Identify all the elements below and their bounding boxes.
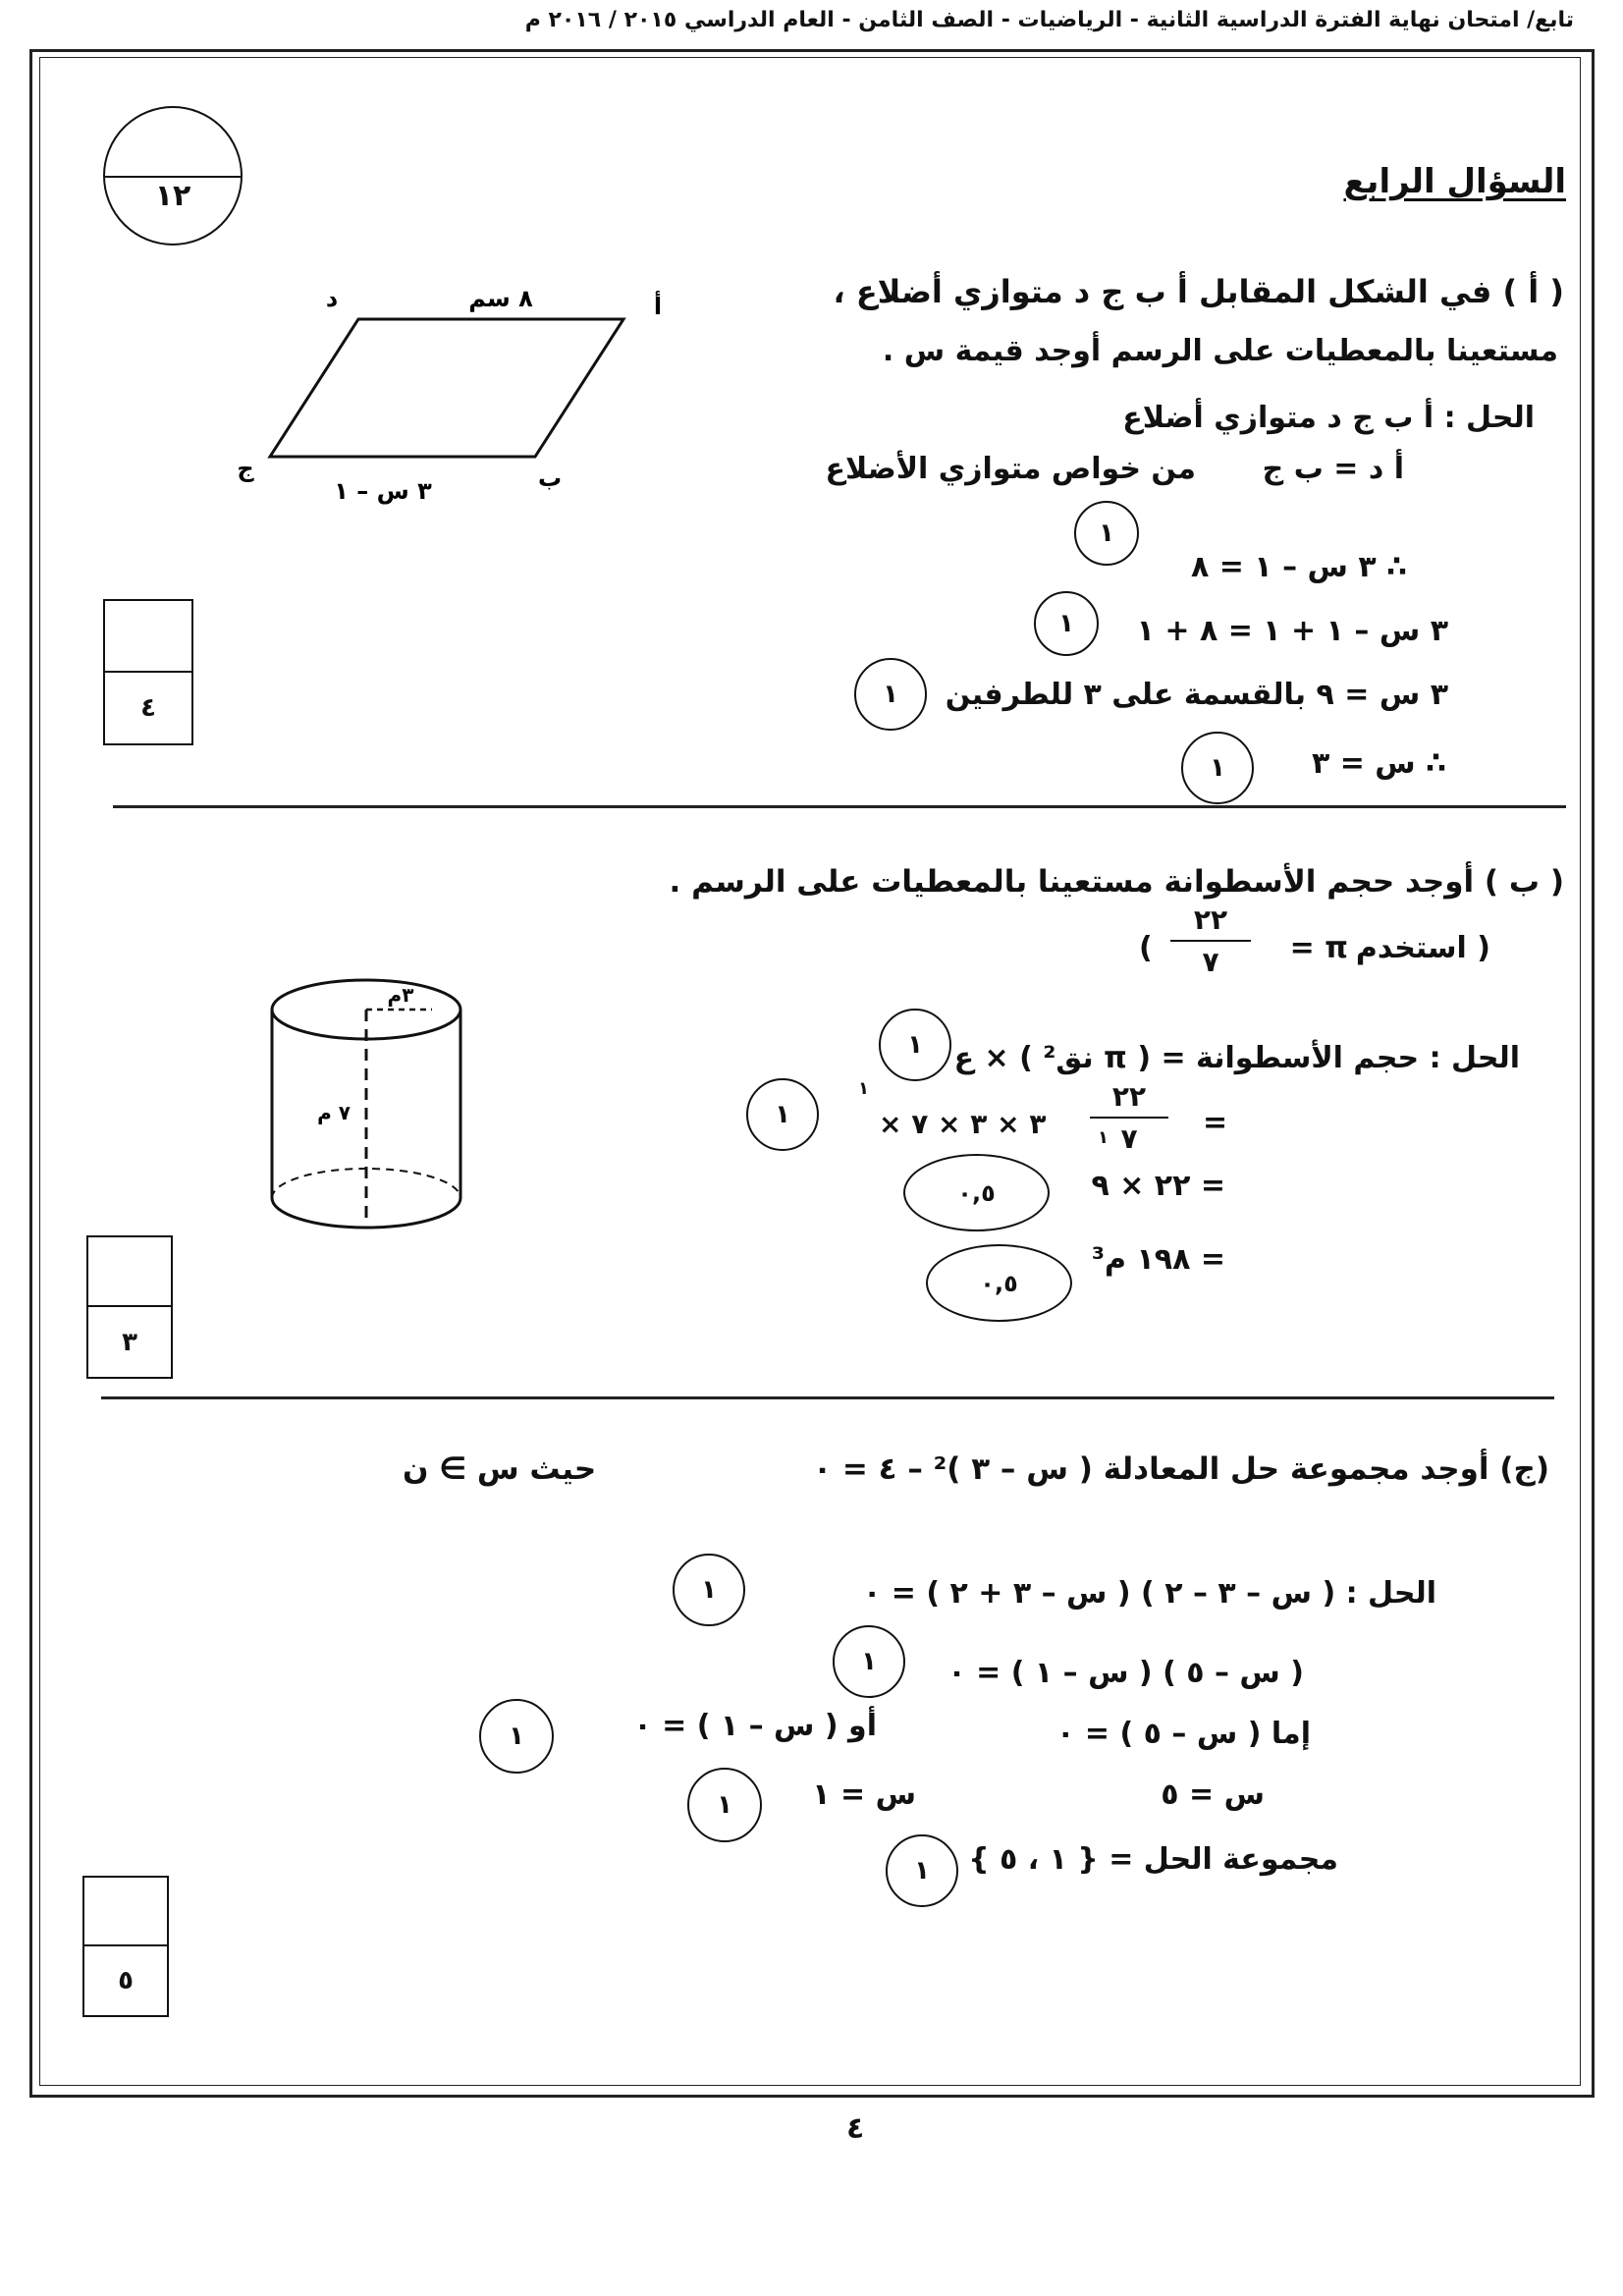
- part-c-mark-1: ١: [673, 1554, 745, 1626]
- part-b-cancel-bottom: ١: [1098, 1127, 1109, 1148]
- part-c-solution-line3a: إما ( س – ٥ ) = ٠: [1056, 1717, 1311, 1751]
- part-c-solution-line4b: س = ١: [812, 1777, 916, 1812]
- section-divider-2: [101, 1396, 1554, 1399]
- part-b-mark-2: ١: [746, 1078, 819, 1151]
- part-c-mark-5: ١: [886, 1834, 958, 1907]
- part-b-mark-4: ٠,٥: [926, 1244, 1072, 1322]
- part-a-question-line1: ( أ ) في الشكل المقابل أ ب ج د متوازي أضلاع ،: [833, 273, 1564, 310]
- part-b-hint-fraction: [1170, 903, 1251, 978]
- vertex-label-d: د: [325, 285, 339, 312]
- part-a-solution-line3: ∴ ٣ س – ١ = ٨: [1190, 550, 1407, 584]
- page-number: ٤: [846, 2111, 865, 2146]
- part-b-solution-line2-rest: × ٣ × ٣ × ٧: [879, 1108, 1047, 1140]
- part-b-score-value: ٣: [122, 1327, 137, 1357]
- part-b-hint-pi: π =: [1289, 931, 1348, 965]
- part-b-solution-line3: = ٢٢ × ٩: [1091, 1169, 1225, 1203]
- part-c-solution-line3b: أو ( س – ١ ) = ٠: [633, 1709, 877, 1743]
- top-side-label: ٨ سم: [468, 285, 533, 312]
- cylinder-radius-label: ٣م: [387, 983, 414, 1007]
- part-b-solution-line2-eq: =: [1203, 1106, 1228, 1140]
- part-b-hint-close: ): [1139, 931, 1153, 965]
- total-score-circle: [103, 106, 243, 246]
- cylinder-figure: [265, 972, 481, 1247]
- part-a-score-top: [105, 601, 191, 673]
- part-a-mark-3: ١: [854, 658, 927, 731]
- section-divider-1: [113, 805, 1566, 808]
- hint-fraction-numerator: ٢٢: [1193, 903, 1228, 936]
- part-a-score-value: ٤: [140, 692, 156, 723]
- vertex-label-b: ب: [537, 465, 563, 492]
- solution-fraction-denominator: ٧: [1120, 1122, 1138, 1155]
- part-c-question-condition: حيث س ∋ ن: [403, 1451, 597, 1487]
- part-c-score-value: ٥: [118, 1966, 134, 1995]
- part-b-solution-line4: = ١٩٨ م³: [1091, 1242, 1225, 1277]
- part-b-question-line1: ( ب ) أوجد حجم الأسطوانة مستعينا بالمعطيات على الرسم .: [669, 864, 1564, 900]
- part-c-score-box: [82, 1876, 169, 2017]
- bottom-side-label: ٣ س – ١: [334, 477, 432, 505]
- part-a-solution-line1: الحل : أ ب ج د متوازي أضلاع: [1122, 401, 1535, 435]
- part-b-mark-1: ١: [879, 1009, 951, 1081]
- part-a-solution-line5: ٣ س = ٩ بالقسمة على ٣ للطرفين: [945, 678, 1448, 712]
- part-c-solution-line1: الحل : ( س – ٣ – ٢ ) ( س – ٣ + ٢ ) = ٠: [863, 1576, 1436, 1611]
- part-a-solution-line2a: أ د = ب ج: [1262, 452, 1404, 486]
- part-a-solution-line2b: من خواص متوازي الأضلاع: [825, 452, 1196, 486]
- part-a-solution-line6: ∴ س = ٣: [1311, 746, 1446, 781]
- part-a-solution-line4: ٣ س – ١ + ١ = ٨ + ١: [1136, 614, 1448, 648]
- part-a-score-box: [103, 599, 193, 745]
- total-score-value: ١٢: [154, 179, 191, 213]
- cylinder-height-label: ٧ م: [317, 1101, 351, 1124]
- part-c-mark-2: ١: [833, 1625, 905, 1698]
- part-b-mark-3: ٠,٥: [903, 1154, 1050, 1231]
- part-a-mark-1: ١: [1074, 501, 1139, 566]
- solution-fraction-numerator: ٢٢: [1111, 1080, 1147, 1113]
- part-c-solution-line5: مجموعة الحل = { ١ ، ٥ }: [968, 1842, 1338, 1877]
- part-b-score-top: [88, 1237, 171, 1307]
- part-c-score-top: [84, 1878, 167, 1946]
- part-b-solution-line1: الحل : حجم الأسطوانة = ( π نق² ) × ع: [953, 1041, 1520, 1075]
- part-c-solution-line4a: س = ٥: [1161, 1777, 1265, 1812]
- part-c-mark-4: ١: [687, 1768, 762, 1842]
- parallelogram-shape: [270, 319, 623, 457]
- part-b-score-box: [86, 1235, 173, 1379]
- part-b-cancel-top: ١: [858, 1078, 869, 1099]
- part-c-solution-line2: ( س – ٥ ) ( س – ١ ) = ٠: [947, 1656, 1304, 1690]
- part-b-hint-open: ( استخدم: [1355, 931, 1490, 965]
- parallelogram-figure: [226, 275, 687, 520]
- part-a-mark-4: ١: [1181, 732, 1254, 804]
- part-c-mark-3: ١: [479, 1699, 554, 1774]
- hint-fraction-denominator: ٧: [1202, 946, 1219, 978]
- vertex-label-a: أ: [653, 293, 663, 320]
- part-a-mark-2: ١: [1034, 591, 1099, 656]
- vertex-label-c: ج: [237, 455, 254, 482]
- part-c-question-line: (ج) أوجد مجموعة حل المعادلة ( س – ٣ )² – ٤ = ٠: [813, 1451, 1549, 1487]
- exam-header: تابع/ امتحان نهاية الفترة الدراسية الثانية - الرياضيات - الصف الثامن - العام الدراسي ٢٠١٥ / ٢٠١٦ م: [524, 8, 1574, 32]
- part-a-question-line2: مستعينا بالمعطيات على الرسم أوجد قيمة س .: [882, 334, 1558, 368]
- question-title: السؤال الرابع: [1343, 162, 1566, 201]
